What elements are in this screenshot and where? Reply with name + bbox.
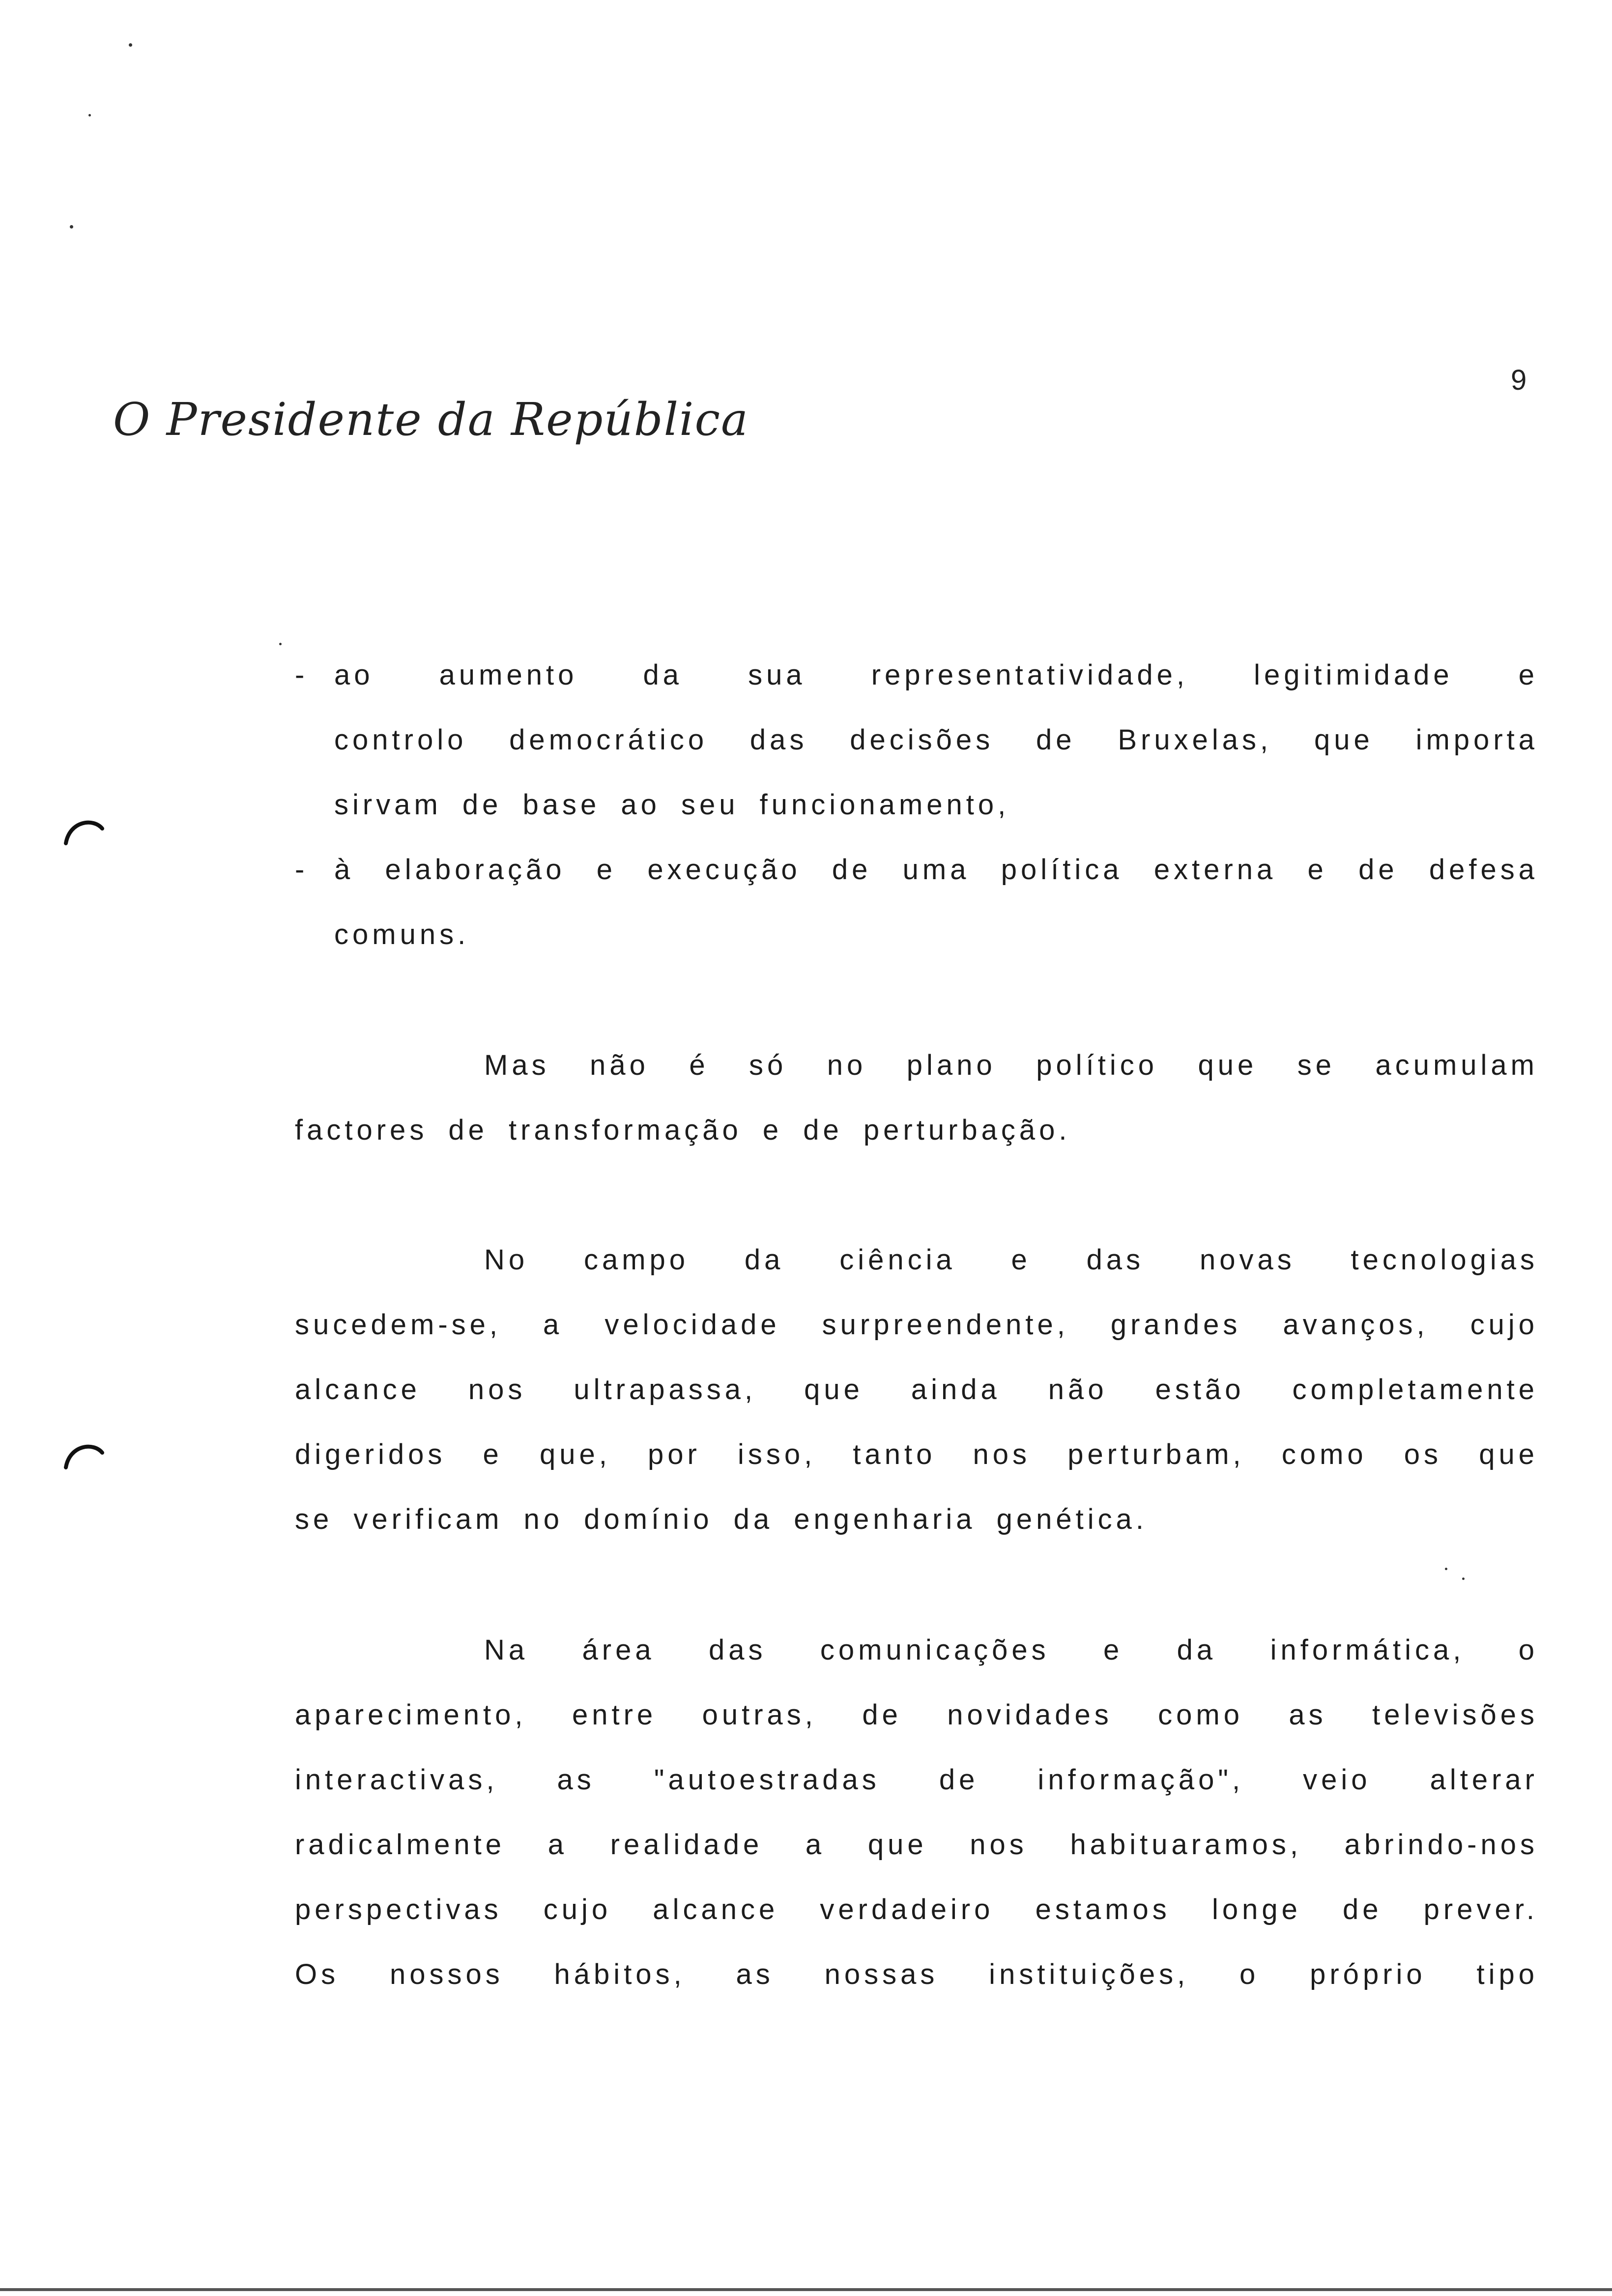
text-line: Mas não é só no plano político que se acumulam (484, 1049, 1538, 1081)
bullet-dash: - (295, 659, 309, 691)
scan-speck (129, 43, 132, 47)
text-line: Na área das comunicações e da informática, o (484, 1634, 1538, 1666)
page-number: 9 (1511, 364, 1527, 396)
text-line: digeridos e que, por isso, tanto nos perturbam, como os que (295, 1438, 1538, 1470)
scan-speck (1462, 1578, 1465, 1580)
punch-hole-mark (63, 1440, 104, 1469)
text-line: Os nossos hábitos, as nossas instituições, o próprio tipo (295, 1958, 1538, 1990)
scan-speck (88, 114, 91, 116)
punch-hole-mark (63, 816, 104, 845)
text-line: se verificam no domínio da engenharia genética. (295, 1503, 1148, 1535)
letterhead: O Presidente da República (113, 393, 749, 446)
text-line: aparecimento, entre outras, de novidades como as televisões (295, 1699, 1538, 1731)
text-line: à elaboração e execução de uma política externa e de defesa (334, 854, 1538, 886)
text-line: alcance nos ultrapassa, que ainda não estão completamente (295, 1374, 1538, 1406)
text-line: factores de transformação e de perturbação. (295, 1114, 1071, 1146)
text-line: sucedem-se, a velocidade surpreendente, grandes avanços, cujo (295, 1309, 1538, 1341)
text-line: comuns. (334, 918, 470, 950)
text-line: radicalmente a realidade a que nos habituaramos, abrindo-nos (295, 1829, 1538, 1861)
text-line: sirvam de base ao seu funcionamento, (334, 789, 1010, 821)
scan-speck (70, 225, 73, 229)
text-line: interactivas, as "autoestradas de informação", veio alterar (295, 1764, 1538, 1796)
bullet-dash: - (295, 854, 309, 886)
scan-speck (1445, 1568, 1447, 1570)
text-line: controlo democrático das decisões de Bruxelas, que importa (334, 724, 1538, 756)
scan-speck (279, 643, 282, 645)
text-line: No campo da ciência e das novas tecnologias (484, 1244, 1538, 1276)
scan-edge-line (0, 2288, 1612, 2291)
text-line: perspectivas cujo alcance verdadeiro estamos longe de prever. (295, 1894, 1538, 1925)
text-line: ao aumento da sua representatividade, legitimidade e (334, 659, 1538, 691)
